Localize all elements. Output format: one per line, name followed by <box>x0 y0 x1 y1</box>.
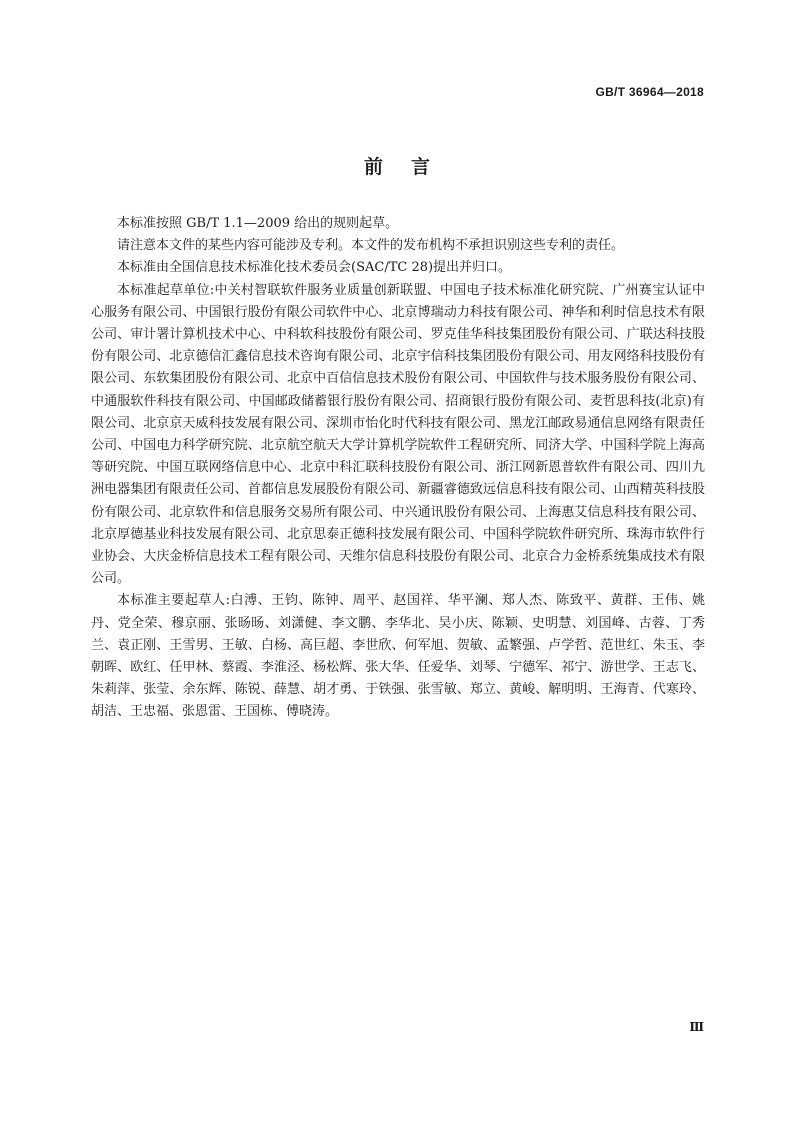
paragraph-drafting-rules: 本标准按照 GB/T 1.1—2009 给出的规则起草。 <box>117 216 399 231</box>
paragraph-drafting-units: 本标准起草单位:中关村智联软件服务业质量创新联盟、中国电子技术标准化研究院、广州赛宝认证中心服务有限公司、中国银行股份有限公司软件中心、北京博瑞动力科技有限公司、神华和利时信息技术有限公司、审计署计算机技术中心、中科软科技股份有限公司、罗克佳华科技集团股份有限公司、广联达科技股份有限公司、北京德信汇鑫信息技术咨询有限公司、北京宇信科技集团股份有限公司、用友网络科技股份有限公司、东软集团股份有限公司、北京中百信信息技术股份有限公司、中国软件与技术服务股份有限公司、中通服软件科技有限公司、中国邮政储蓄银行股份有限公司、招商银行股份有限公司、麦哲思科技(北京)有限公司、北京京天威科技发展有限公司、深圳市怡化时代科技有限公司、黑龙江邮政易通信息网络有限责任公司、中国电力科学研究院、北京航空航天大学计算机学院软件工程研究所、同济大学、中国科学院上海高等研究院、中国互联网络信息中心、北京中科汇联科技股份有限公司、浙江网新恩普软件有限公司、四川九洲电器集团有限责任公司、首都信息发展股份有限公司、新疆睿德致远信息科技有限公司、山西精英科技股份有限公司、北京软件和信息服务交易所有限公司、中兴通讯股份有限公司、上海惠艾信息科技有限公司、北京厚德基业科技发展有限公司、北京思泰正德科技发展有限公司、中国科学院软件研究所、珠海市软件行业协会、大庆金桥信息技术工程有限公司、天维尔信息科技股份有限公司、北京合力金桥系统集成技术有限公司。 <box>91 282 705 587</box>
foreword-body <box>91 213 705 724</box>
page-number: Ⅲ <box>689 1020 704 1034</box>
page-title: 前言 <box>363 156 458 178</box>
paragraph-drafters: 本标准主要起草人:白溥、王钧、陈钟、周平、赵国祥、华平澜、郑人杰、陈致平、黄群、王伟、姚丹、党全荣、穆京丽、张旸旸、刘潇健、李文鹏、李华北、吴小庆、陈颖、史明慧、刘国峰、古蓉、丁秀兰、袁正刚、王雪男、王敏、白杨、高巨超、李世欣、何军旭、贺敏、孟繁强、卢学哲、范世红、朱玉、李朝晖、欧红、任甲林、蔡霞、李淮泾、杨松辉、张大华、任爱华、刘琴、宁德军、祁宁、游世学、王志飞、朱莉萍、张莹、余东辉、陈锐、薛慧、胡才勇、于铁强、张雪敏、郑立、黄峻、解明明、王海青、代寒玲、胡洁、王忠福、张恩雷、王国栋、傅晓涛。 <box>91 593 705 720</box>
paragraph-proposer: 本标准由全国信息技术标准化技术委员会(SAC/TC 28)提出并归口。 <box>117 260 512 276</box>
standard-code: GB/T 36964—2018 <box>595 85 704 99</box>
paragraph-patent-notice: 请注意本文件的某些内容可能涉及专利。本文件的发布机构不承担识别这些专利的责任。 <box>117 238 625 254</box>
